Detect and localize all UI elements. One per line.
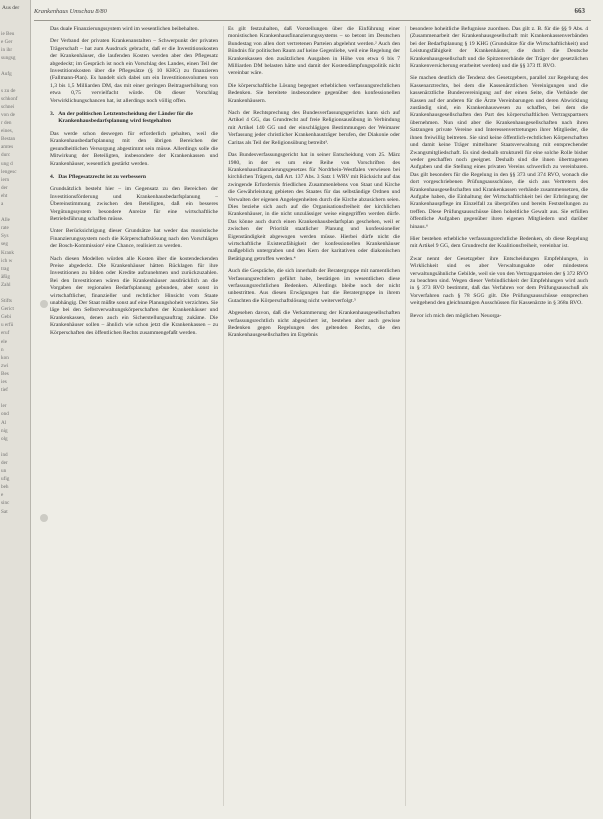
adjacent-page-line: äßig xyxy=(1,273,10,280)
body-paragraph: Auch die Gespräche, die sich innerhalb der Beratergruppe mit namentlichen Verfassungsrechtlern geführt habe, bestätigen im wesentlichen diese verfassungsrechtlichen Bedenken. Allerdings bleibe noch der nicht unbestritten. Aus diesen Erwägungen hat die Beratergruppe in ihrem Gutachten die Körperschaftslösung nicht weiterverfolgt.⁵ xyxy=(228,268,400,304)
adjacent-page-line: a xyxy=(1,200,4,207)
adjacent-page-line: Gerict xyxy=(1,306,14,313)
adjacent-page-line: beh xyxy=(1,484,9,491)
body-paragraph: Nach der Rechtsprechung des Bundesverfassungsgerichts kann sich auf Artikel 4 GG, das Grundrecht auf freie Religionsausübung in Verbindung mit Artikel 140 GG und der einschlägigen Bestimmungen der Weimarer Verfassung jeder christlicher Krankenhausträger berufen, der Diakonie oder Caritas als Teil der Religionsübung betreibt³. xyxy=(228,110,400,146)
adjacent-page-line: trag xyxy=(1,265,10,272)
adjacent-page-line: Krank xyxy=(1,249,14,256)
body-paragraph: Bevor ich mich den möglichen Neuorga- xyxy=(410,312,502,319)
adjacent-page-line: Al xyxy=(1,419,7,426)
adjacent-page-line: ind xyxy=(1,451,8,458)
adjacent-page-line: kon xyxy=(1,354,9,361)
adjacent-page-line: s zu de xyxy=(1,87,16,94)
adjacent-page-line: ufig xyxy=(1,476,10,483)
adjacent-page-line: in ihr xyxy=(1,47,13,54)
adjacent-page-line: olg xyxy=(1,435,8,442)
adjacent-page-line xyxy=(0,208,17,216)
adjacent-page-text xyxy=(0,30,17,516)
section-title: Das Pflegesatzrecht ist zu verbessern xyxy=(58,173,147,180)
adjacent-page-line: der xyxy=(1,459,8,466)
adjacent-page-line xyxy=(0,62,17,70)
body-paragraph: Hier bestehen erhebliche verfassungsrechtliche Bedenken, ob diese Regelung mit Artikel 9 GG, dem Grundrecht der Koalitionsfreiheit, vereinbar ist. xyxy=(410,235,588,250)
section-heading xyxy=(50,174,218,181)
adjacent-page-line xyxy=(0,79,17,87)
adjacent-page-line: eht xyxy=(1,192,8,199)
adjacent-page-line: Gebi xyxy=(1,314,12,321)
adjacent-page-line: n xyxy=(1,346,4,353)
adjacent-page-line: Sat xyxy=(1,508,8,515)
adjacent-page-line: von de xyxy=(1,111,15,118)
adjacent-page-line: der xyxy=(1,184,8,191)
running-header xyxy=(34,6,591,21)
adjacent-page-line: ung d xyxy=(1,160,13,167)
binding-hole-mark xyxy=(40,300,48,308)
body-paragraph: besondere hoheitliche Befugnisse zuordnen. Das gilt z. B. für die §§ 9 Abs. 4 (Zusammenarbeit der Krankenhausgesellschaft mit Krankenkassenverbänden bei der Bedarfsplanung § 19 KHG (Grundsätze für die Wirtschaftlichkeit) und Leistungsfähigkeit der Krankenhäuser, die durch die Deutsche Krankenhausgesellschaft und die Spitzenverbände der Träger der gesetzlichen Krankenversicherung erarbeitet werden) und die §§ 373 ff. RVO. xyxy=(410,26,588,70)
body-paragraph: Die körperschaftliche Lösung begegnet erheblichen verfassungsrechtlichen Bedenken. Sie bereitete insbesondere gegenüber den konfessionellen Krankenhäusern. xyxy=(228,82,400,104)
adjacent-page-line: eruf xyxy=(1,330,10,337)
journal-title: Krankenhaus Umschau 8/80 xyxy=(34,8,107,15)
adjacent-page-line: u erfü xyxy=(1,322,14,329)
adjacent-page-line: Stifts xyxy=(1,298,12,305)
adjacent-page-line xyxy=(0,443,17,451)
adjacent-page-line: Alle xyxy=(1,217,10,224)
body-paragraph: Unter Berücksichtigung dieser Grundsätze hat weder das monistische Finanzierungssystem noch die Körperschaftslösung nach den Vorschlägen der Bosch-Kommission¹ eine Chance, realisiert zu werden. xyxy=(50,228,218,250)
adjacent-page-line: Aufg xyxy=(1,71,12,78)
adjacent-page-line: Bes xyxy=(1,370,9,377)
body-paragraph: Es gilt festzuhalten, daß Vorstellungen über die Einführung einer monistischen Krankenhausfinanzierungssystems – so betont im Deutschen Bundestag von allen dort vertretenen Parteien abgelehnt werden.² Auch den Bündnis für politischen Raum auf keine Gegenliebe, weil eine Regelung der Krankenkassen den zusätzlichen Ausgaben in Höhe von etwa 6 bis 7 Milliarden DM belasten hätte und damit der Kostendämpfungspolitik nicht vereinbar wäre. xyxy=(228,26,400,77)
adjacent-page-line: e xyxy=(1,492,4,499)
page-number: 663 xyxy=(574,7,585,15)
adjacent-page-line xyxy=(0,289,17,297)
adjacent-page-line: schkonf xyxy=(1,95,18,102)
adjacent-page-line: Zahl xyxy=(1,281,11,288)
section-number: 4. xyxy=(50,173,55,180)
adjacent-page-line: Sys xyxy=(1,233,9,240)
binding-hole-mark xyxy=(40,514,48,522)
text-column-2 xyxy=(228,26,400,814)
adjacent-page-line: nig xyxy=(1,427,8,434)
body-paragraph: Der Verband der privaten Krankenanstalten – Schwerpunkt der privaten Trägerschaft – hat zum Ausdruck gebracht, daß er die Investitionskosten der Krankenhäuser, die laufenden Kosten werden aber den Pflegesatz abgedeckt; im Gespräch ist noch ein Vorschlag des Landes, einen Teil der Investitionskosten über die Pflegesätze (§ 10 KHG) zu finanzieren (Fallmann-Plan). Es handelt sich dabei um ein Investitionsvolumen von 1,3 bis 1,5 Milliarden DM, das mit einer geringen Beitragserhöhung von etwa 0,75 vervielfacht würde. Ob dieser Vorschlag Verwirklichungschancen hat, ist allerdings noch völlig offen. xyxy=(50,38,218,104)
body-paragraph: Das duale Finanzierungssystem wird im wesentlichen beibehalten. xyxy=(50,26,199,32)
section-title: An der politischen Letztentscheidung der Länder für die Krankenhausbedarfsplanung wird festgehalten xyxy=(58,111,193,125)
adjacent-page-line: ele xyxy=(1,338,8,345)
body-paragraph: Abgesehen davon, daß die Verkammerung der Krankenhausgesellschaften verfassungsrechtlich nicht abgesichert ist, bestehen aber auch gewisse Bedenken gegen Regelungen des geltenden Rechts, die den Krankenhausgesellschaften im Ergebnis xyxy=(228,310,400,339)
adjacent-page-line: ie Beu xyxy=(1,31,15,37)
adjacent-page-line xyxy=(0,394,17,402)
text-column-1 xyxy=(50,26,218,814)
adjacent-page-line: ler xyxy=(1,403,7,410)
body-paragraph: Sie machen deutlich die Tendenz des Gesetzgebers, parallel zur Regelung des Kassenarztrechts, bei dem die Kassenärztlichen Vereinigungen und die kassenärztliche Bundesvereinigung auf der einen Seite, die Verbände der Kassen auf der anderen für die Ärzte Vereinbarungen und deren Abwicklung zuständig sind, ein Krankenhauswesen zu schaffen, bei dem die Krankenhausgesellschaften den Part des körperschaftlichen Vertragspartners übernehmen. Nun sind aber die Krankenhausgesellschaften nach ihren Satzungen private Vereine und Interessenvertretungen ihrer Mitglieder, die ihnen freiwillig beitreten. Sie sind keine öffentlich-rechtlichen Körperschaften und damit keine Träger mittelbarer Staatsverwaltung mit entsprechender Zwangsmitgliedschaft. Es sind deshalb strukturell für eine solche Rolle bisher weder geschaffen noch geeignet. Deshalb sind die ihnen übertragenen Aufgaben und die Stellung eines privaten Vereins schwerlich zu vereinbaren. Das gilt besonders für die Regelung in den §§ 373 und 374 RVO, wonach die dort vorgeschriebenen Prüfungsausschüsse, die sich aus Vertretern des Krankenhausgesellschaften und Krankenkassen verbände zusammensetzen, die Aufgabe haben, die Einhaltung der Wirtschaftlichkeit bei der Erbringung der Krankenhauspflege im Einzelfall zu überprüfen und bereits Feststellungen zu treffen. Diese Prüfungsausschüsse üben hoheitliche Gewalt aus. Sie erfüllen öffentliche Aufgaben gegenüber ihren eigenen Mitgliedern und darüber hinaus.⁶ xyxy=(410,75,588,230)
adjacent-page-line: Bestan xyxy=(1,136,16,143)
adjacent-page-line: rate xyxy=(1,225,9,232)
column-divider xyxy=(405,26,406,806)
body-paragraph: Nach diesen Modellen würden alle Kosten über die kostendeckenden Preise abgedeckt. Die Krankenhäuser hätten Rücklagen für ihre Investitionen zu bilden oder Kredite aufzunehmen und zurückzuzahlen. Bei den Investitionen wären die Krankenhäuser ausdrücklich an die Vorgaben der regionalen Bedarfsplanung gebunden, aber sonst in wirtschaftlicher, finanzieller und rechtlicher Hinsicht vom Staate unabhängig. Der Staat müßte sonst auf eine Planungshoheit verzichten. Sie läge bei den Selbstverwaltungskörperschaften der Krankenhäuser und Krankenkassen, denen auch ein Sicherstellungsauftrag zukäme. Die Krankenhäuser sollen – ähnlich wie schon jetzt die Krankenkassen – zu Körperschaften des öffentlichen Rechts zusammengefaßt werden. xyxy=(50,255,218,336)
adjacent-page-line: ich w xyxy=(1,257,13,264)
body-paragraph: Grundsätzlich besteht hier – im Gegensatz zu den Bereichen der Investitionsförderung und Krankenhausbedarfsplanung – Übereinstimmung zwischen den Beteiligten, daß ein besseres Vergütungssystem besondere Anreize für eine wirtschaftliche Betriebsführung schaffen müsse. xyxy=(50,186,218,222)
adjacent-page-line: iern xyxy=(1,176,10,183)
adjacent-page-line: tief xyxy=(1,387,8,394)
adjacent-page-line: eines, xyxy=(1,128,13,135)
adjacent-page-line: ies xyxy=(1,379,7,386)
adjacent-page-line: amtes xyxy=(1,144,14,151)
section-heading xyxy=(50,111,218,126)
body-paragraph: Zwar nennt der Gesetzgeber ihre Entscheidungen Empfehlungen, in Wirklichkeit sind es aber Verwaltungsakte oder mindestens verwaltungsähnliche Gebilde, weil sie von den Vertragsparteien der § 372 RVO zu beachten sind. Wegen dieser Verbindlichkeit der Empfehlungen wird auch in § 373 RVO bestimmt, daß das Verfahren vor dem Prüfungsausschuß als Vorverfahren nach § 78 SGG gilt. Die Prüfungsausschüsse entsprechen weitgehend den gleichnamigen Ausschüssen für Kassenärzte in § 368n RVO. xyxy=(410,255,588,307)
adjacent-page-line: ond xyxy=(1,411,9,418)
adjacent-page-line: seg xyxy=(1,241,8,248)
adjacent-page-line: zwi xyxy=(1,362,9,369)
adjacent-page-line: lengesc xyxy=(1,168,17,175)
adjacent-page-line: schnei xyxy=(1,103,15,110)
text-column-3 xyxy=(410,26,588,814)
adjacent-page-line: r den xyxy=(1,120,12,127)
adjacent-page-line: sungsg xyxy=(1,55,16,62)
column-divider xyxy=(223,26,224,806)
body-paragraph: Das Bundesverfassungsgericht hat in seiner Entscheidung vom 25. März 1980, in der es um eine Reihe von Vorschriften des Krankenhausfinanzierungsgesetzes für Nordrhein-Westfalen verwiesen bei kirchlichen Trägern, daß Art. 137 Abs. 3 Satz 1 WRV mit Rücksicht auf das zwingende Erfordernis friedlichen Zusammenlebens von Staat und Kirche die Gewährleistung gebieten des Staates für das selbständige Ordnen und Verwalten der eigenen Angelegenheiten durch die Kirche abzusichern seien. Dies beziehe sich auch auf die Organisationsfreiheit der kirchlichen Krankenhäuser, in die nicht unzulässiger weise eingegriffen werden dürfe. Das könne auch durch einen Krankenhausbedarfsplan geschehen, weil er zwischen der Priorität staatlicher Planung und konfessioneller Eigenständigkeit abgewogen werden müsse. Hierbei dürfe nicht die wirtschaftliche Existenzfähigkeit der konfessionellen Krankenhäuser maßgeblich untergraben und den Kern der karitativen oder diakonischen Betätigung getroffen werden.⁴ xyxy=(228,152,400,262)
adjacent-page-line: un xyxy=(1,468,7,475)
body-paragraph: Das werde schon deswegen für erforderlich gehalten, weil die Krankenhausbedarfsplanung mit den übrigen Bereichen der gesundheitlichen Versorgung abgestimmt sein müsse. Allerdings solle die Mitwirkung der Beteiligten, insbesondere der Krankenkassen und Krankenhäuser, wesentlich gestärkt werden. xyxy=(50,130,218,167)
adjacent-page-line: sinc xyxy=(1,500,10,507)
adjacent-page-margin xyxy=(0,0,31,819)
adjacent-page-header: Aus der xyxy=(2,5,20,11)
adjacent-page-line: durc xyxy=(1,152,11,159)
section-number: 3. xyxy=(50,111,55,118)
adjacent-page-line: e Ger xyxy=(1,39,13,46)
